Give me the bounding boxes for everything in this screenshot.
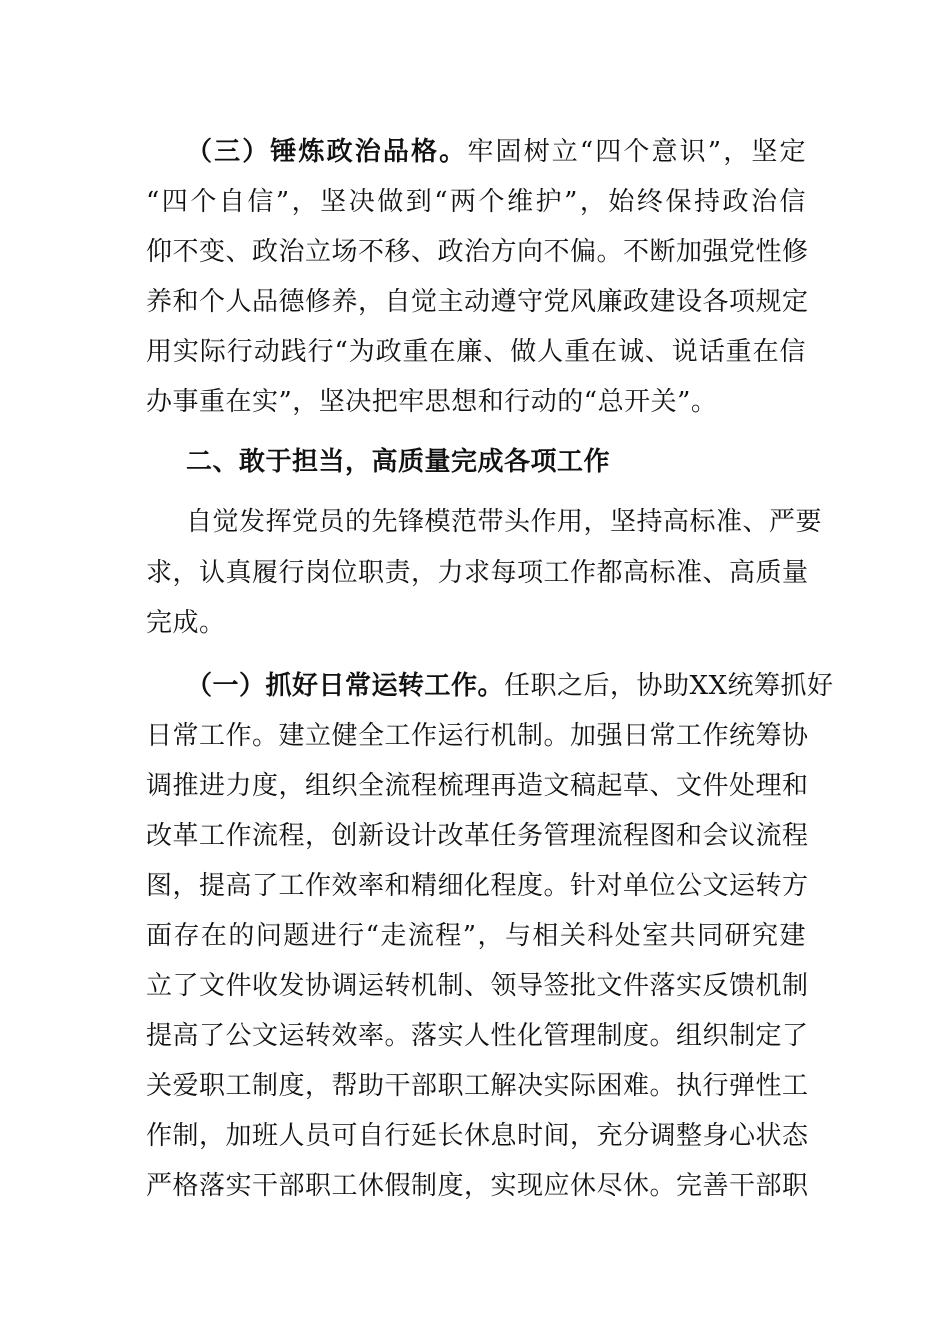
paragraph-2-line-1: 自觉发挥党员的先锋模范带头作用，坚持高标准、严要 xyxy=(186,507,823,537)
paragraph-3-line-6: 面存在的问题进行“走流程”，与相关科处室共同研究建 xyxy=(146,921,806,951)
section-heading: 二、敢于担当，高质量完成各项工作 xyxy=(186,447,611,477)
paragraph-3-line-4: 改革工作流程，创新设计改革任务管理流程图和会议流程 xyxy=(146,821,809,851)
paragraph-3-line-10: 作制，加班人员可自行延长休息时间，充分调整身心状态 xyxy=(146,1121,809,1151)
paragraph-1-line-4: 养和个人品德修养，自觉主动遵守党风廉政建设各项规定 xyxy=(146,287,809,317)
paragraph-2-line-2: 求，认真履行岗位职责，力求每项工作都高标准、高质量 xyxy=(146,558,809,588)
paragraph-2-line-3: 完成。 xyxy=(146,608,226,638)
paragraph-1-line-2: “四个自信”，坚决做到“两个维护”，始终保持政治信 xyxy=(146,187,806,217)
paragraph-3-lead: （一）抓好日常运转工作。 xyxy=(186,671,505,701)
paragraph-3-line-8: 提高了公文运转效率。落实人性化管理制度。组织制定了 xyxy=(146,1021,809,1051)
paragraph-3-line-7: 立了文件收发协调运转机制、领导签批文件落实反馈机制 xyxy=(146,971,809,1001)
paragraph-1-lead: （三）锤炼政治品格。 xyxy=(186,137,468,167)
paragraph-1-line-3: 仰不变、政治立场不移、政治方向不偏。不断加强党性修 xyxy=(146,237,809,267)
paragraph-3-line-3: 调推进力度，组织全流程梳理再造文稿起草、文件处理和 xyxy=(146,771,809,801)
paragraph-3-line-5: 图，提高了工作效率和精细化程度。针对单位公文运转方 xyxy=(146,871,809,901)
paragraph-1-line-5: 用实际行动践行“为政重在廉、做人重在诚、说话重在信 xyxy=(146,337,806,367)
paragraph-3-line-9: 关爱职工制度，帮助干部职工解决实际困难。执行弹性工 xyxy=(146,1071,809,1101)
paragraph-3-line-1 xyxy=(186,666,834,706)
paragraph-3-line-11: 严格落实干部职工休假制度，实现应休尽休。完善干部职 xyxy=(146,1171,809,1201)
paragraph-1-line-6: 办事重在实”，坚决把牢思想和行动的“总开关”。 xyxy=(146,387,718,417)
paragraph-3-line-2: 日常工作。建立健全工作运行机制。加强日常工作统筹协 xyxy=(146,721,809,751)
paragraph-3-text: 任职之后，协助XX统筹抓好 xyxy=(504,671,834,701)
paragraph-1-line-1 xyxy=(186,132,806,172)
paragraph-1-text: 牢固树立“四个意识”，坚定 xyxy=(467,137,806,167)
